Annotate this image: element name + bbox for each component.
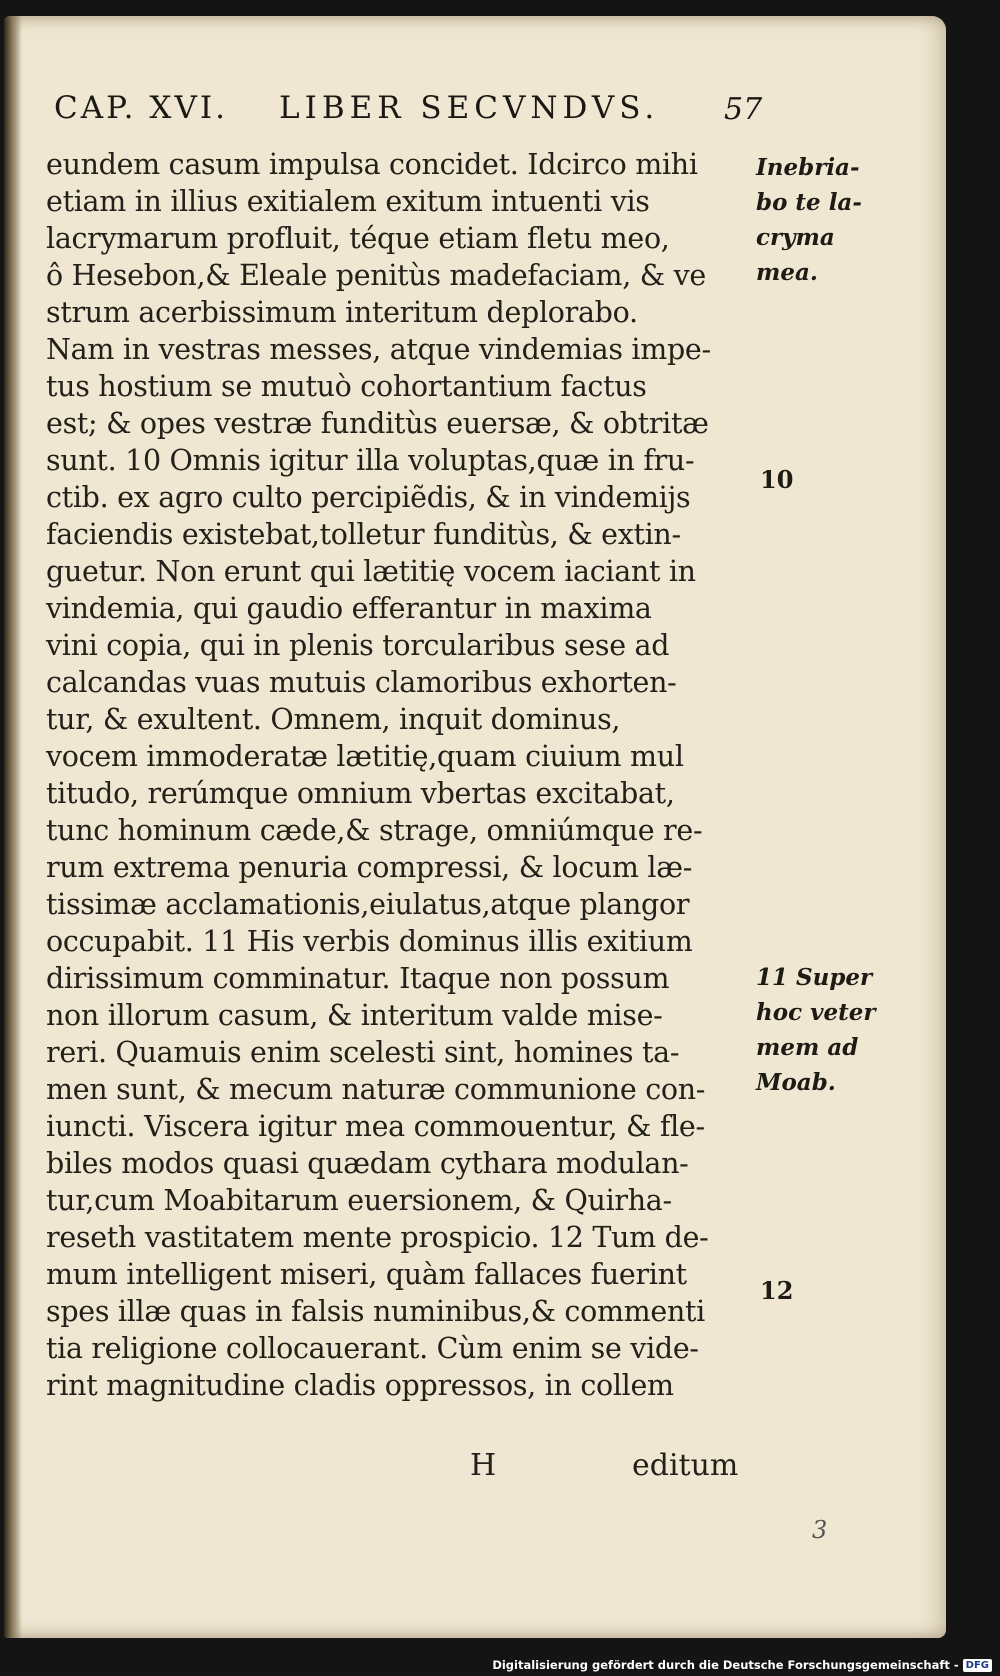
text-line: tus hostium se mutuò cohortantium factus (46, 370, 647, 403)
text-line: iuncti. Viscera igitur mea commouentur, & fle- (46, 1110, 705, 1143)
text-line: non illorum casum, & interitum valde mise- (46, 999, 663, 1032)
margin-line: hoc veter (756, 999, 876, 1026)
book-title-heading: LIBER SECVNDVS. (279, 90, 660, 126)
margin-line: Moab. (756, 1069, 836, 1096)
text-line: spes illæ quas in falsis numinibus,& commenti (46, 1295, 705, 1328)
catchword: editum (632, 1448, 739, 1483)
text-line: tur,cum Moabitarum euersionem, & Quirha- (46, 1184, 672, 1217)
margin-line: Inebria- (756, 154, 860, 181)
dfg-logo: DFG (963, 1659, 992, 1672)
text-line: men sunt, & mecum naturæ communione con- (46, 1073, 706, 1106)
margin-line: mem ad (756, 1034, 859, 1061)
folio-number: 57 (724, 92, 763, 127)
margin-verse-number-10: 10 (760, 465, 794, 494)
text-line: reseth vastitatem mente prospicio. 12 Tum de- (46, 1221, 709, 1254)
text-line: occupabit. 11 His verbis dominus illis exitium (46, 925, 693, 958)
text-line: tunc hominum cæde,& strage, omniúmque re- (46, 814, 703, 847)
text-line: vocem immoderatæ lætitię,quam ciuium mul (46, 740, 684, 773)
text-line: vindemia, qui gaudio efferantur in maxima (46, 592, 652, 625)
margin-line: mea. (756, 259, 818, 286)
text-line: eundem casum impulsa concidet. Idcirco mihi (46, 148, 698, 181)
running-header (54, 90, 763, 140)
digitization-credit (492, 1658, 992, 1672)
text-line: guetur. Non erunt qui lætitię vocem iaciant in (46, 555, 696, 588)
text-line: reri. Quamuis enim scelesti sint, homines ta- (46, 1036, 680, 1069)
text-line: titudo, rerúmque omnium vbertas excitabat, (46, 777, 675, 810)
margin-verse-number-12: 12 (760, 1276, 794, 1305)
page-gutter-shadow (4, 16, 22, 1638)
marginal-note-inebriabo (756, 150, 876, 290)
text-line: lacrymarum profluit, téque etiam fletu meo, (46, 222, 670, 255)
credit-text: Digitalisierung gefördert durch die Deutsche Forschungsgemeinschaft - (492, 1658, 959, 1672)
text-line: ctib. ex agro culto percipiẽdis, & in vindemijs (46, 481, 691, 514)
text-line: est; & opes vestræ funditùs euersæ, & obtritæ (46, 407, 709, 440)
margin-line: cryma (756, 224, 835, 251)
margin-line: bo te la- (756, 189, 862, 216)
text-line: mum intelligent miseri, quàm fallaces fuerint (46, 1258, 687, 1291)
text-line: etiam in illius exitialem exitum intuenti vis (46, 185, 650, 218)
text-line: rint magnitudine cladis oppressos, in collem (46, 1369, 674, 1402)
marginal-note-super-hoc (756, 960, 876, 1100)
text-line: calcandas vuas mutuis clamoribus exhorten- (46, 666, 677, 699)
text-line: ô Hesebon,& Eleale penitùs madefaciam, & ve (46, 259, 706, 292)
text-line: tissimæ acclamationis,eiulatus,atque plangor (46, 888, 690, 921)
text-line: biles modos quasi quædam cythara modulan- (46, 1147, 689, 1180)
text-line: rum extrema penuria compressi, & locum læ- (46, 851, 693, 884)
text-line: vini copia, qui in plenis torcularibus sese ad (46, 629, 670, 662)
text-line: faciendis existebat,tolletur funditùs, & extin- (46, 518, 681, 551)
pencil-annotation: 3 (812, 1516, 828, 1544)
book-page (4, 16, 946, 1638)
signature-mark: H (470, 1448, 497, 1483)
text-line: tur, & exultent. Omnem, inquit dominus, (46, 703, 621, 736)
text-line: sunt. 10 Omnis igitur illa voluptas,quæ in fru- (46, 444, 695, 477)
text-line: tia religione collocauerant. Cùm enim se vide- (46, 1332, 699, 1365)
text-line: Nam in vestras messes, atque vindemias impe- (46, 333, 711, 366)
main-text-block (46, 146, 756, 1404)
margin-line: 11 Super (756, 964, 873, 991)
text-line: dirissimum comminatur. Itaque non possum (46, 962, 670, 995)
chapter-heading: CAP. XVI. (54, 90, 228, 126)
text-line: strum acerbissimum interitum deplorabo. (46, 296, 638, 329)
